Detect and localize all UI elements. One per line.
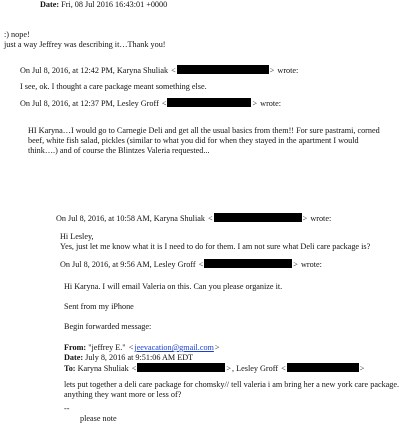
angle-close: > [293, 260, 298, 269]
forward-note: please note [80, 414, 117, 423]
angle-open: < [131, 364, 137, 373]
angle-open: < [161, 99, 167, 108]
forward-to-name: Karyna Shuliak [77, 364, 129, 373]
forward-from-label: From: [64, 343, 87, 352]
quote1-attribution [20, 65, 298, 76]
quote4-body: Hi Karyna. I will email Valeria on this. Can you please organize it. [64, 282, 283, 291]
header-date-label: Date: [40, 0, 60, 9]
forward-body-line-1: lets put together a deli care package for chomsky// tell valeria i am bring her a new york care package. [64, 380, 400, 389]
angle-close: > [252, 99, 258, 108]
forward-dash: -- [64, 404, 70, 413]
forward-to-label: To: [64, 364, 76, 373]
forward-from-name: "jeffrey E." [88, 343, 126, 352]
quote2-wrote: wrote: [260, 99, 282, 108]
quote4-attribution [60, 259, 322, 270]
quote1-intro: On Jul 8, 2016, at 12:42 PM, Karyna Shuliak [20, 66, 169, 75]
quote3-greeting: Hi Lesley, [60, 232, 94, 241]
quote4-intro: On Jul 8, 2016, at 9:56 AM, Lesley Groff [60, 260, 196, 269]
angle-open: < [128, 343, 134, 352]
redaction-block [287, 363, 359, 372]
forward-to-cc: , Lesley Groff [232, 364, 279, 373]
reply-line-2: just a way Jeffrey was describing it…Thank you! [4, 40, 166, 49]
reply-line-1: :) nope! [4, 30, 30, 39]
angle-open: < [171, 66, 176, 75]
forward-body-line-2: anything they want more or less of? [64, 390, 182, 399]
redaction-block [137, 363, 225, 372]
forward-to [64, 363, 365, 374]
forward-date [64, 353, 193, 363]
forward-date-label: Date: [64, 353, 84, 362]
quote4-forwarded: Begin forwarded message: [64, 322, 152, 331]
quote4-signature: Sent from my iPhone [64, 302, 134, 311]
redaction-block [204, 259, 292, 268]
quote3-wrote: wrote: [310, 214, 332, 223]
forward-email-link[interactable]: jeevacation@gmail.com [134, 343, 214, 352]
quote3-attribution [56, 213, 331, 224]
quote2-body-line-3: think….) and of course the Blintzes Valeria requested... [28, 146, 210, 155]
redaction-block [167, 98, 251, 107]
quote4-wrote: wrote: [300, 260, 322, 269]
angle-close: > [302, 214, 308, 223]
quote1-wrote: wrote: [277, 66, 299, 75]
redaction-block [214, 213, 302, 222]
angle-open: < [198, 260, 204, 269]
redaction-block [177, 65, 269, 74]
angle-close: > [269, 66, 275, 75]
angle-open: < [281, 364, 286, 373]
quote2-body-line-2: beef, white fish salad, pickles (similar to what you did for when they stayed in the apartment I would [28, 136, 359, 145]
header-date [40, 0, 167, 10]
quote1-body: I see, ok. I thought a care package meant something else. [20, 82, 207, 91]
angle-close: > [214, 343, 220, 352]
forward-from [64, 343, 221, 353]
quote3-intro: On Jul 8, 2016, at 10:58 AM, Karyna Shuliak [56, 214, 205, 223]
angle-open: < [208, 214, 213, 223]
angle-close: > [359, 364, 365, 373]
angle-close: > [226, 364, 232, 373]
quote2-body-line-1: HI Karyna…I would go to Carnegie Deli and get all the usual basics from them!! For sure pastrami, corned [28, 126, 380, 135]
forward-date-value: July 8, 2016 at 9:51:06 AM EDT [85, 353, 194, 362]
quote3-body: Yes, just let me know what it is I need to do for them. I am not sure what Deli care package is? [60, 242, 371, 251]
header-date-value: Fri, 08 Jul 2016 16:43:01 +0000 [61, 0, 168, 9]
quote2-intro: On Jul 8, 2016, at 12:37 PM, Lesley Groff [20, 99, 159, 108]
quote2-attribution [20, 98, 281, 109]
